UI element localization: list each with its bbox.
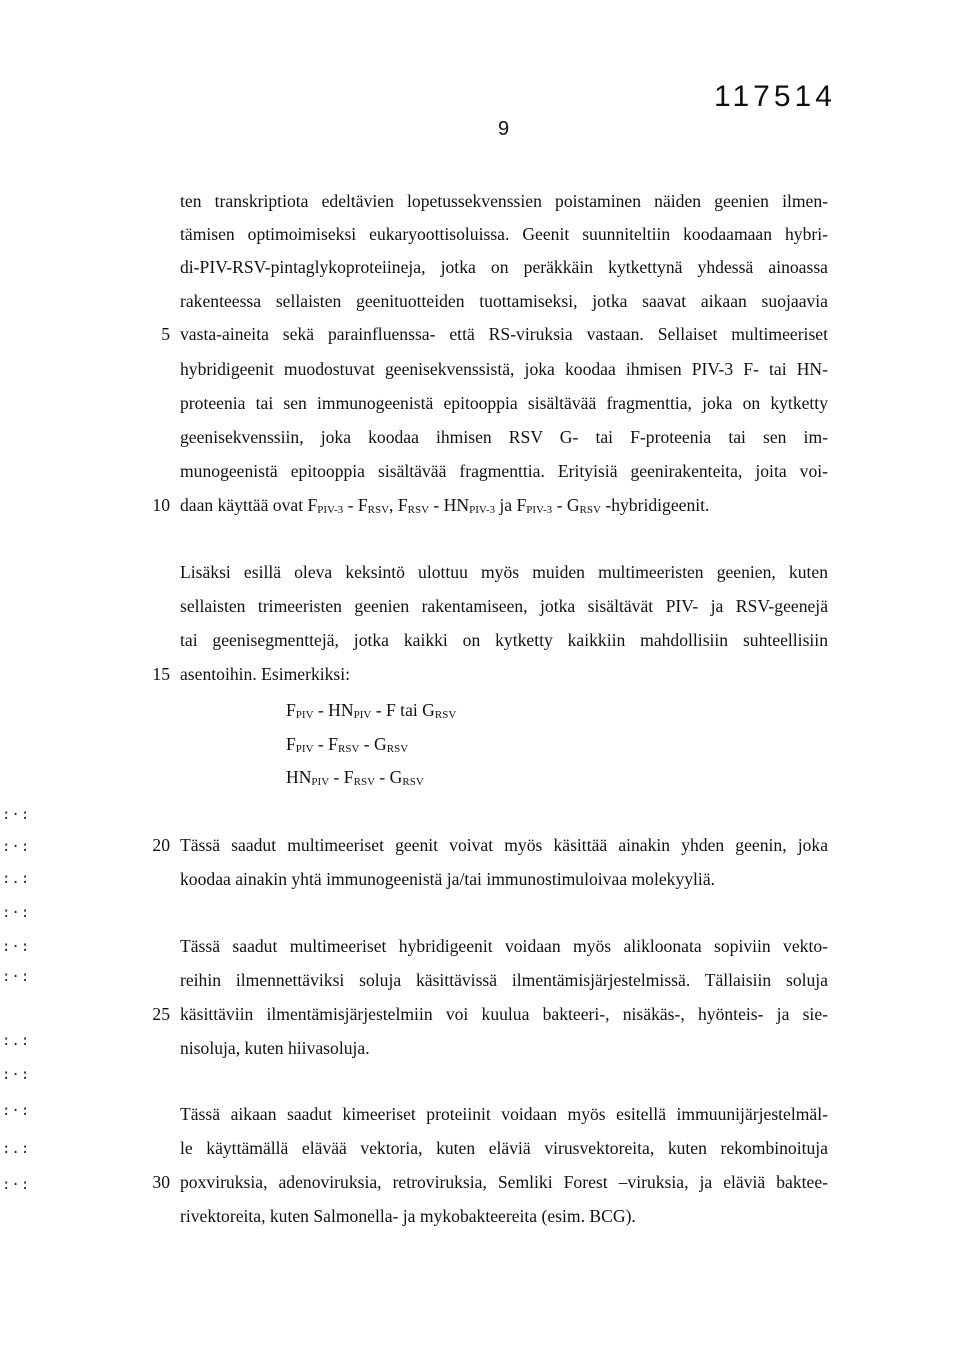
margin-mark: :·: bbox=[2, 1177, 31, 1193]
subscript: PIV bbox=[353, 709, 372, 721]
subscript: RSV bbox=[353, 776, 376, 788]
text-line: di-PIV-RSV-pintaglykoproteiineja, jotka on peräkkäin kytkettynä yhdessä ainoassa bbox=[180, 257, 828, 277]
text-fragment: daan käyttää ovat F bbox=[180, 495, 318, 515]
text-line: poxviruksia, adenoviruksia, retroviruksia, Semliki Forest –viruksia, ja eläviä baktee- bbox=[180, 1172, 828, 1192]
margin-mark: :·: bbox=[2, 939, 31, 955]
subscript: RSV bbox=[434, 709, 457, 721]
text-fragment: - G bbox=[552, 495, 580, 515]
text-line: Tässä aikaan saadut kimeeriset proteiinit voidaan myös esitellä immuunijärjestelmäl- bbox=[180, 1104, 828, 1124]
subscript: PIV-3 bbox=[526, 504, 553, 516]
text-line: Tässä saadut multimeeriset hybridigeenit voidaan myös alikloonata sopiviin vekto- bbox=[180, 936, 828, 956]
text-line: nisoluja, kuten hiivasoluja. bbox=[180, 1038, 370, 1058]
text-line: proteenia tai sen immunogeenistä epitooppia sisältävää fragmenttia, joka on kytketty bbox=[180, 393, 828, 413]
text-line: käsittäviin ilmentämisjärjestelmiin voi kuulua bakteeri-, nisäkäs-, hyönteis- ja sie- bbox=[180, 1004, 828, 1024]
subscript: PIV bbox=[295, 709, 314, 721]
text-fragment: HN bbox=[286, 767, 312, 787]
line-number: 20 bbox=[152, 835, 170, 855]
text-line: tai geenisegmenttejä, jotka kaikki on kytketty kaikkiin mahdollisiin suhteellisiin bbox=[180, 630, 828, 650]
margin-mark: :.: bbox=[2, 1141, 31, 1157]
line-number: 5 bbox=[161, 324, 170, 344]
text-fragment: ja F bbox=[495, 495, 527, 515]
subscript: RSV bbox=[402, 776, 424, 788]
subscript: RSV bbox=[407, 504, 430, 516]
text-fragment: -hybridigeenit. bbox=[600, 495, 710, 515]
text-line: geenisekvenssiin, joka koodaa ihmisen RSV G- tai F-proteenia tai sen im- bbox=[180, 427, 828, 447]
margin-mark: :.: bbox=[2, 871, 31, 887]
margin-mark: :.: bbox=[2, 1033, 31, 1049]
margin-dot-marks bbox=[0, 800, 40, 1220]
text-line: le käyttämällä elävää vektoria, kuten eläviä virusvektoreita, kuten rekombinoituja bbox=[180, 1138, 828, 1158]
text-fragment: - F tai G bbox=[371, 700, 435, 720]
subscript: PIV-3 bbox=[469, 504, 495, 516]
text-fragment: - F bbox=[329, 767, 354, 787]
gene-formula bbox=[286, 766, 424, 793]
text-line: reihin ilmennettäviksi soluja käsittävissä ilmentämisjärjestelmissä. Tällaisiin soluja bbox=[180, 970, 828, 990]
page-number: 9 bbox=[498, 118, 510, 140]
text-fragment: - F bbox=[343, 495, 368, 515]
text-fragment: F bbox=[286, 734, 296, 754]
margin-mark: :·: bbox=[2, 1067, 31, 1083]
text-fragment: , F bbox=[389, 495, 408, 515]
text-line: rakenteessa sellaisten geenituotteiden tuottamiseksi, jotka saavat aikaan suojaavia bbox=[180, 291, 828, 311]
text-line-hybrid-genes bbox=[180, 494, 828, 521]
text-line: Lisäksi esillä oleva keksintö ulottuu myös muiden multimeeristen geenien, kuten bbox=[180, 562, 828, 582]
line-number: 25 bbox=[152, 1004, 170, 1024]
line-number: 30 bbox=[152, 1172, 170, 1192]
document-number: 117514 bbox=[714, 80, 836, 113]
text-fragment: - F bbox=[313, 734, 338, 754]
text-line: tämisen optimoimiseksi eukaryoottisoluissa. Geenit suunniteltiin koodaamaan hybri- bbox=[180, 224, 828, 244]
text-fragment: - G bbox=[375, 767, 403, 787]
text-fragment: - HN bbox=[313, 700, 354, 720]
text-line: hybridigeenit muodostuvat geenisekvenssistä, joka koodaa ihmisen PIV-3 F- tai HN- bbox=[180, 359, 828, 379]
margin-mark: :·: bbox=[2, 807, 31, 823]
margin-mark: :·: bbox=[2, 839, 31, 855]
text-line: munogeenistä epitooppia sisältävää fragmenttia. Erityisiä geenirakenteita, joita voi- bbox=[180, 461, 828, 481]
text-fragment: F bbox=[286, 700, 296, 720]
subscript: RSV bbox=[337, 743, 360, 755]
text-line: koodaa ainakin yhtä immunogeenistä ja/tai immunostimuloivaa molekyyliä. bbox=[180, 869, 716, 889]
text-line: Tässä saadut multimeeriset geenit voivat myös käsittää ainakin yhden geenin, joka bbox=[180, 835, 828, 855]
text-line: asentoihin. Esimerkiksi: bbox=[180, 664, 351, 684]
line-number: 15 bbox=[152, 664, 170, 684]
subscript: PIV-3 bbox=[317, 504, 344, 516]
text-fragment: - G bbox=[359, 734, 387, 754]
text-line: sellaisten trimeeristen geenien rakentamiseen, jotka sisältävät PIV- ja RSV-geenejä bbox=[180, 596, 828, 616]
text-fragment: - HN bbox=[429, 495, 470, 515]
text-line: ten transkriptiota edeltävien lopetussekvenssien poistaminen näiden geenien ilmen- bbox=[180, 191, 828, 211]
margin-mark: :·: bbox=[2, 969, 31, 985]
line-number: 10 bbox=[152, 495, 170, 515]
text-line: rivektoreita, kuten Salmonella- ja mykobakteereita (esim. BCG). bbox=[180, 1206, 636, 1226]
text-line: vasta-aineita sekä parainfluenssa- että RS-viruksia vastaan. Sellaiset multimeeriset bbox=[180, 324, 828, 344]
margin-mark: :·: bbox=[2, 905, 31, 921]
subscript: PIV bbox=[295, 743, 314, 755]
gene-formula bbox=[286, 699, 456, 726]
subscript: RSV bbox=[367, 504, 390, 516]
subscript: RSV bbox=[579, 504, 601, 516]
margin-mark: :·: bbox=[2, 1103, 31, 1119]
subscript: PIV bbox=[311, 776, 330, 788]
subscript: RSV bbox=[386, 743, 409, 755]
gene-formula bbox=[286, 733, 408, 760]
